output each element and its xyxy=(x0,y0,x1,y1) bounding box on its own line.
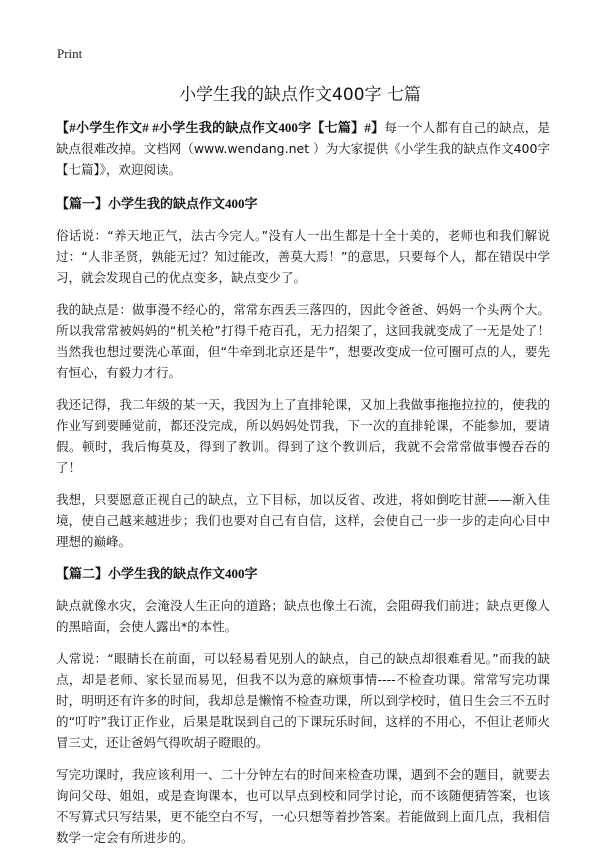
section-1-paragraph-2: 我的缺点是：做事漫不经心的，常常东西丢三落四的，因此令爸爸、妈妈一个头两个大。所以我常常被妈妈的“机关枪”打得千疮百孔，无力招架了，这回我就变成了一无是处了！当然我也想过要洗心革面，但“牛牵到北京还是牛”，想要改变成一位可圈可点的人，要先有恒心，有毅力才行。 xyxy=(56,302,550,380)
section-heading-1: 【篇一】小学生我的缺点作文400字 xyxy=(56,196,258,211)
section-1-paragraph-3: 我还记得，我二年级的某一天，我因为上了直排轮课，又加上我做事拖拖拉拉的，使我的作业写到要睡觉前，都还没完成，所以妈妈处罚我，下一次的直排轮课，不能参加，要请假。顿时，我后悔莫及，得到了教训。得到了这个教训后，我就不会常常做事慢吞吞的了！ xyxy=(56,397,550,475)
article-body xyxy=(56,117,550,859)
section-2-paragraph-1: 缺点就像水灾，会淹没人生正向的道路；缺点也像土石流，会阻碍我们前进；缺点更像人的黑暗面，会使人露出*的本性。 xyxy=(56,598,550,634)
section-2-paragraph-2: 人常说：“眼睛长在前面，可以轻易看见别人的缺点，自己的缺点却很难看见。”而我的缺点，却是老师、家长显而易见，但我不以为意的麻烦事情----不检查功课。常常写完功课时，明明还有许多的时间，我却总是懒惰不检查功课，所以到学校时，值日生会三不五时的“叮咛”我订正作业，后果是耽误到自己的下课玩乐时间，这样的不用心，不但让老师火冒三丈，还让爸妈气得吹胡子瞪眼的。 xyxy=(56,651,550,750)
page-title: 小学生我的缺点作文400字 七篇 xyxy=(179,85,421,105)
section-1-paragraph-4: 我想，只要愿意正视自己的缺点，立下目标，加以反省、改进，将如倒吃甘蔗——渐入佳境，使自己越来越进步；我们也要对自己有自信，这样，会使自己一步一步的走向心目中理想的巅峰。 xyxy=(56,492,550,549)
section-heading-2: 【篇二】小学生我的缺点作文400字 xyxy=(56,566,258,581)
print-link[interactable]: Print xyxy=(57,46,83,61)
section-1-paragraph-1: 俗话说：“养天地正气，法古今完人。”没有人一出生都是十全十美的，老师也和我们解说过：“人非圣贤，孰能无过？知过能改，善莫大焉！”的意思，只要每个人，都在错误中学习，就会发现自己的优点变多，缺点变少了。 xyxy=(56,228,550,285)
intro-tags: 【#小学生作文# #小学生我的缺点作文400字【七篇】#】 xyxy=(56,120,385,135)
intro-paragraph xyxy=(56,117,550,180)
intro-text: 每一个人都有自己的缺点，是缺点很难改掉。文档网（www.wendang.net ）为大家提供《小学生我的缺点作文400字【七篇】》，欢迎阅读。 xyxy=(56,120,550,177)
section-2-paragraph-3: 写完功课时，我应该利用一、二十分钟左右的时间来检查功课，遇到不会的题目，就要去询问父母、姐姐，或是查询课本，也可以早点到校和同学讨论，而不该随便猜答案，也该不写算式只写结果，更不能空白不写，一心只想等着抄答案。若能做到上面几点，我相信数学一定会有所进步的。 xyxy=(56,767,550,845)
